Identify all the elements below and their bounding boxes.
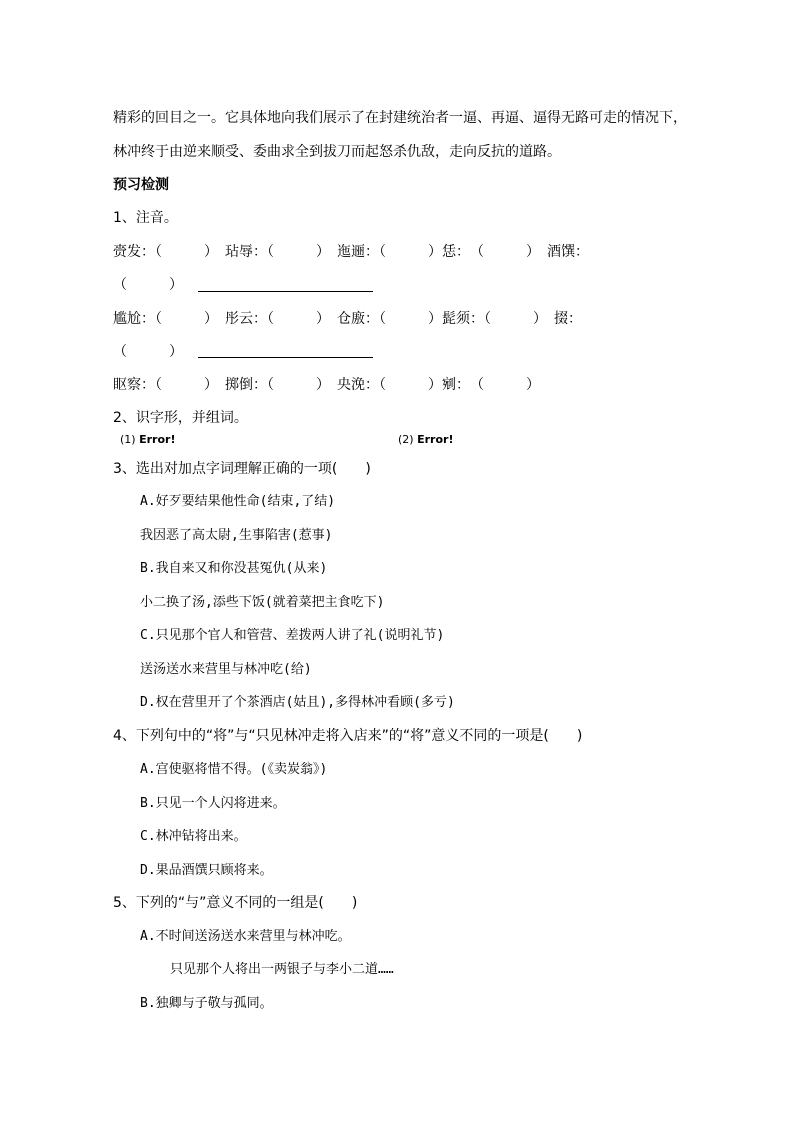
q3-option-b: B.我自来又和你没甚冤仇(从来) (140, 561, 328, 576)
q3-option-d: D.权在营里开了个茶酒店(姑且),多得林冲看顾(多亏) (140, 695, 455, 710)
q5-option-a: A.不时间送汤送水来营里与林冲吃。 (140, 929, 351, 944)
q3-title: 3、选出对加点字词理解正确的一项( ) (113, 461, 371, 477)
q5-title: 5、下列的“与”意义不同的一组是( ) (113, 895, 358, 911)
intro-line-1: 精彩的回目之一。它具体地向我们展示了在封建统治者一逼、再逼、逼得无路可走的情况下， (113, 110, 687, 126)
q3-option-c: C.只见那个官人和管营、差拨两人讲了礼(说明礼节) (140, 628, 445, 643)
section-title: 预习检测 (113, 177, 169, 193)
q3-option-c-2: 送汤送水来营里与林冲吃(给) (140, 662, 312, 677)
q2-item-2-number: (2) (398, 433, 414, 446)
q3-option-a-2: 我因恶了高太尉,生事陷害(惹事) (140, 528, 333, 543)
q4-option-a: A.宫使驱将惜不得。(《卖炭翁》) (140, 762, 328, 777)
q1-title: 1、注音。 (113, 210, 178, 226)
q3-option-b-2: 小二换了汤,添些下饭(就着菜把主食吃下) (140, 595, 385, 610)
q1-row-2b: （ ） (113, 344, 183, 360)
q4-option-c: C.林冲钻将出来。 (140, 829, 247, 844)
q4-option-d: D.果品酒馔只顾将来。 (140, 863, 273, 878)
answer-blank-2 (198, 357, 373, 358)
answer-blank-1 (198, 291, 373, 292)
q1-row-3: 眍察：（ ） 掷倒：（ ） 央浼：（ ）剜： （ ） (113, 377, 540, 393)
intro-line-2: 林冲终于由逆来顺受、委曲求全到拔刀而起怒杀仇敌，走向反抗的道路。 (113, 144, 561, 160)
q2-item-2 (398, 430, 453, 450)
q1-row-1b: （ ） (113, 277, 183, 293)
q1-row-2: 尴尬：（ ） 彤云：（ ） 仓廒：（ ）髭须：（ ） 掇： (113, 311, 582, 327)
q4-option-b: B.只见一个人闪将进来。 (140, 796, 286, 811)
q4-title: 4、下列句中的“将”与“只见林冲走将入店来”的“将”意义不同的一项是( ) (113, 728, 583, 744)
q2-title: 2、识字形，并组词。 (113, 410, 248, 426)
q1-row-1: 赍发：（ ） 玷辱：（ ） 迤逦：（ ）恁： （ ） 酒馔： (113, 244, 589, 260)
q5-option-b: B.独卿与子敬与孤同。 (140, 996, 273, 1011)
q5-option-a-2: 只见那个人将出一两银子与李小二道…… (170, 962, 394, 977)
q2-item-1 (120, 430, 175, 450)
q3-option-a: A.好歹要结果他性命(结束,了结) (140, 494, 336, 509)
q2-item-1-number: (1) (120, 433, 136, 446)
q2-item-2-error: Error! (417, 433, 454, 446)
q2-item-1-error: Error! (139, 433, 176, 446)
